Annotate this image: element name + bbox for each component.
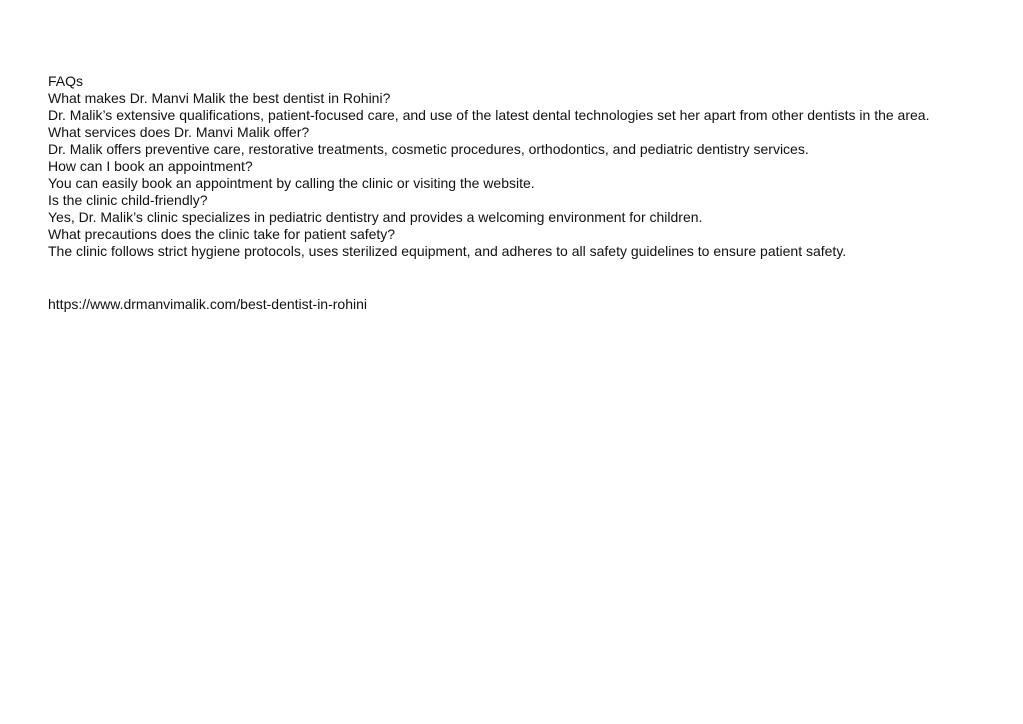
- faq-question: Is the clinic child-friendly?: [48, 192, 208, 208]
- faq-question: What precautions does the clinic take for patient safety?: [48, 226, 396, 242]
- faq-answer: Dr. Malik’s extensive qualifications, patient-focused care, and use of the latest dental technologies set her apart from other dentists in the area.: [48, 107, 930, 123]
- faq-question: What services does Dr. Manvi Malik offer?: [48, 124, 310, 140]
- faq-answer: Dr. Malik offers preventive care, restorative treatments, cosmetic procedures, orthodontics, and pediatric dentistry services.: [48, 141, 809, 157]
- faq-question: What makes Dr. Manvi Malik the best dentist in Rohini?: [48, 90, 391, 106]
- source-url: https://www.drmanvimalik.com/best-dentist-in-rohini: [48, 296, 367, 312]
- faq-answer: The clinic follows strict hygiene protocols, uses sterilized equipment, and adheres to all safety guidelines to ensure patient safety.: [48, 243, 847, 259]
- faq-section: [48, 73, 1008, 260]
- faq-question: How can I book an appointment?: [48, 158, 253, 174]
- faq-answer: You can easily book an appointment by calling the clinic or visiting the website.: [48, 175, 535, 191]
- faq-heading: FAQs: [48, 73, 84, 89]
- faq-answer: Yes, Dr. Malik’s clinic specializes in pediatric dentistry and provides a welcoming environment for children.: [48, 209, 703, 225]
